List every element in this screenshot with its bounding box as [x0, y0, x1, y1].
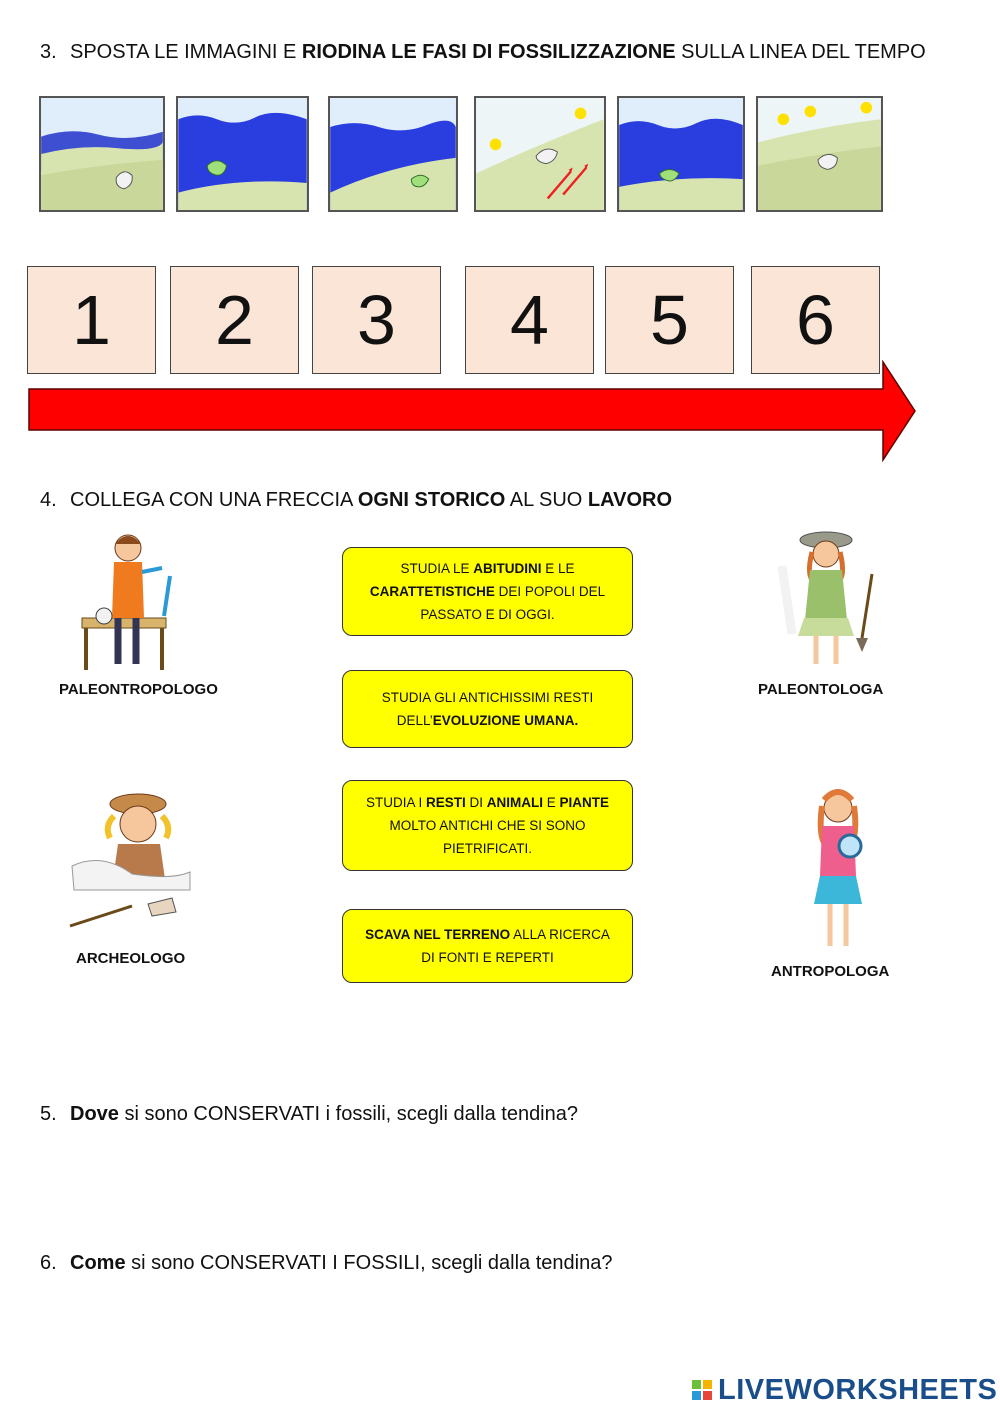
question-number: 3.	[40, 41, 57, 63]
question-number: 4.	[40, 489, 57, 511]
timeline-arrow	[28, 360, 918, 462]
question-5: 5. Dove si sono CONSERVATI i fossili, scegli dalla tendina?	[40, 1103, 578, 1125]
fossil-scene-image	[178, 98, 307, 210]
label-paleontologist[interactable]: PALEONTOLOGA	[758, 681, 884, 698]
job-box-2[interactable]: STUDIA GLI ANTICHISSIMI RESTI DELL’EVOLUZIONE UMANA.	[342, 670, 633, 748]
timeline-slot-5[interactable]: 5	[605, 266, 734, 374]
fossil-scene-image	[330, 98, 456, 210]
timeline-slot-2[interactable]: 2	[170, 266, 299, 374]
job-box-3[interactable]: STUDIA I RESTI DI ANIMALI E PIANTE MOLTO ANTICHI CHE SI SONO PIETRIFICATI.	[342, 780, 633, 871]
paleontologist-illustration	[766, 526, 886, 668]
label-archaeologist[interactable]: ARCHEOLOGO	[76, 950, 186, 967]
fossil-scene-card[interactable]	[39, 96, 165, 212]
question-3: 3. SPOSTA LE IMMAGINI E RIODINA LE FASI DI FOSSILIZZAZIONE SULLA LINEA DEL TEMPO	[40, 41, 926, 63]
question-6: 6. Come si sono CONSERVATI I FOSSILI, scegli dalla tendina?	[40, 1252, 613, 1274]
fossil-scene-card[interactable]	[617, 96, 745, 212]
question-4: 4. COLLEGA CON UNA FRECCIA OGNI STORICO AL SUO LAVORO	[40, 489, 672, 511]
fossil-scene-card[interactable]	[474, 96, 606, 212]
anthropologist-illustration	[808, 786, 868, 952]
timeline-slot-4[interactable]: 4	[465, 266, 594, 374]
question-number: 6.	[40, 1252, 57, 1274]
fossil-scene-image	[476, 98, 604, 210]
fossil-scene-image	[619, 98, 743, 210]
job-box-4[interactable]: SCAVA NEL TERRENO ALLA RICERCA DI FONTI E REPERTI	[342, 909, 633, 983]
job-box-1[interactable]: STUDIA LE ABITUDINI E LE CARATTETISTICHE DEI POPOLI DEL PASSATO E DI OGGI.	[342, 547, 633, 636]
paleoanthropologist-illustration	[78, 532, 188, 672]
timeline-slot-1[interactable]: 1	[27, 266, 156, 374]
fossil-scene-image	[41, 98, 163, 210]
fossil-scene-card[interactable]	[176, 96, 309, 212]
brand-icon	[692, 1380, 712, 1400]
fossil-scene-card[interactable]	[756, 96, 883, 212]
fossil-scene-card[interactable]	[328, 96, 458, 212]
archaeologist-illustration	[62, 786, 192, 930]
label-paleoanthropologist[interactable]: PALEONTROPOLOGO	[59, 681, 218, 698]
liveworksheets-logo: LIVEWORKSHEETS	[692, 1374, 997, 1406]
timeline-slot-3[interactable]: 3	[312, 266, 441, 374]
timeline-slot-6[interactable]: 6	[751, 266, 880, 374]
label-anthropologist[interactable]: ANTROPOLOGA	[771, 963, 890, 980]
question-number: 5.	[40, 1103, 57, 1125]
fossil-scene-image	[758, 98, 881, 210]
